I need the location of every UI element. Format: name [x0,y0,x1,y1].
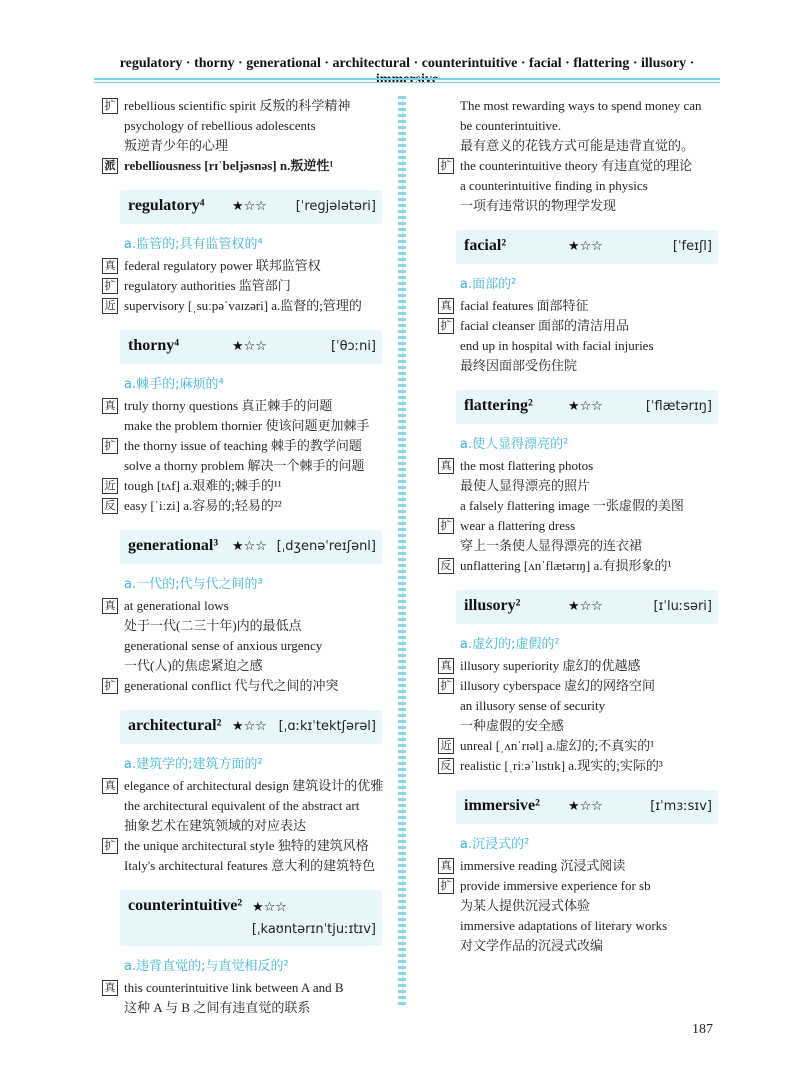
phonetic: [ˌkaʊntərɪnˈtjuːɪtɪv] [251,922,376,937]
headword: immersive² [464,797,540,814]
entry-tag: 真 [438,858,454,874]
entry-text: immersive adaptations of literary works [460,918,668,933]
entry-text: The most rewarding ways to spend money can [460,98,702,113]
entry-text: 对文学作品的沉浸式改编 [460,938,604,953]
entry-line [102,496,397,516]
entry-text: generational sense of anxious urgency [124,638,323,653]
entry-line [438,716,733,736]
header-rule-thin [94,82,720,83]
entry-line [102,456,397,476]
entry-text: 为某人提供沉浸式体验 [460,898,591,913]
headword-card [120,890,382,946]
headword-card [456,390,718,424]
entry-text: 一代(人)的焦虑紧迫之感 [124,658,263,673]
left-column [102,96,397,1018]
entry-tag: 扩 [102,678,118,694]
phonetic: [ɪˈmɜːsɪv] [650,799,712,814]
entry-text: 抽象艺术在建筑领域的对应表达 [124,818,307,833]
entry-text: 这种 A 与 B 之间有违直觉的联系 [124,1000,311,1015]
headword-card [120,330,382,364]
entry-tag: 近 [102,298,118,314]
entry-line [102,436,397,456]
entry-text: the thorny issue of teaching 棘手的教学问题 [124,438,362,453]
entry-text: illusory cyberspace 虚幻的网络空间 [460,678,655,693]
headword: architectural² [128,717,222,734]
entry-text: immersive reading 沉浸式阅读 [460,858,626,873]
entry-text: the most flattering photos [460,458,594,473]
entry-line [102,856,397,876]
entry-line [102,256,397,276]
entry-text: 穿上一条使人显得漂亮的连衣裙 [460,538,643,553]
phonetic: [ˌdʒenəˈreɪʃənl] [276,539,376,554]
entry-line [438,176,733,196]
entry-line [102,156,397,176]
entry-line [438,476,733,496]
frequency-stars: ★☆☆ [568,239,603,254]
phonetic: [ˌɑːkɪˈtektʃərəl] [278,719,376,734]
part-of-speech-definition: a.违背直觉的;与直觉相反的² [124,959,289,974]
entry-tag: 近 [438,738,454,754]
phonetic: [ˈfeɪʃl] [672,239,712,254]
part-of-speech-definition: a.一代的;代与代之间的³ [124,577,263,592]
entry-line [438,96,733,116]
entry-text: be counterintuitive. [460,118,562,133]
phonetic: [ˈθɔːni] [330,339,376,354]
part-of-speech-definition: a.监管的;具有监管权的⁴ [124,237,263,252]
entry-line [438,756,733,776]
part-of-speech-definition: a.面部的² [460,277,517,292]
entry-tag: 真 [102,598,118,614]
entry-line [438,876,733,896]
entry-text: tough [tʌf] a.艰难的;棘手的¹¹ [124,478,282,493]
running-header [94,56,720,80]
frequency-stars: ★☆☆ [568,599,603,614]
entry-tag: 扩 [438,878,454,894]
phonetic: [ɪˈluːsəri] [653,599,712,614]
part-of-speech-definition: a.使人显得漂亮的² [460,437,569,452]
entry-text: this counterintuitive link between A and B [124,980,344,995]
entry-line [102,296,397,316]
right-column [438,96,733,956]
entry-text: regulatory authorities 监管部门 [124,278,291,293]
frequency-stars: ★☆☆ [252,900,287,915]
entry-line [102,276,397,296]
entry-line [438,456,733,476]
headword-card [456,790,718,824]
entry-tag: 扩 [438,318,454,334]
entry-line [438,536,733,556]
frequency-stars: ★☆☆ [568,399,603,414]
entry-text: generational conflict 代与代之间的冲突 [124,678,339,693]
part-of-speech-definition: a.建筑学的;建筑方面的² [124,757,263,772]
entry-text: provide immersive experience for sb [460,878,651,893]
header-rule [94,78,720,80]
headword-card [120,710,382,744]
entry-text: 最有意义的花钱方式可能是违背直觉的。 [460,138,695,153]
entry-text: illusory superiority 虚幻的优越感 [460,658,641,673]
entry-text: rebellious scientific spirit 反叛的科学精神 [124,98,351,113]
entry-text: psychology of rebellious adolescents [124,118,316,133]
entry-line [438,156,733,176]
entry-line [438,696,733,716]
entry-tag: 真 [438,458,454,474]
entry-line [438,936,733,956]
frequency-stars: ★☆☆ [232,199,267,214]
frequency-stars: ★☆☆ [232,719,267,734]
entry-line [438,516,733,536]
entry-text: rebelliousness [rɪˈbeljəsnəs] n.叛逆性¹ [124,158,334,173]
entry-line [102,656,397,676]
phonetic: [ˈflætərɪŋ] [645,399,712,414]
entry-tag: 扩 [102,98,118,114]
entry-tag: 扩 [102,438,118,454]
entry-text: the unique architectural style 独特的建筑风格 [124,838,369,853]
entry-line [102,476,397,496]
entry-tag: 扩 [438,678,454,694]
entry-line [438,496,733,516]
entry-line [102,116,397,136]
entry-line [438,916,733,936]
entry-line [102,776,397,796]
entry-line [102,816,397,836]
entry-line [438,136,733,156]
entry-line [102,596,397,616]
entry-line [102,796,397,816]
entry-text: 一种虚假的安全感 [460,718,565,733]
entry-line [102,396,397,416]
entry-line [102,96,397,116]
column-divider [398,96,406,1006]
entry-tag: 真 [102,980,118,996]
entry-text: elegance of architectural design 建筑设计的优雅 [124,778,384,793]
entry-text: realistic [ˌriːəˈlɪstɪk] a.现实的;实际的³ [460,758,663,773]
entry-line [438,196,733,216]
entry-line [102,978,397,998]
entry-tag: 真 [438,298,454,314]
entry-line [438,556,733,576]
entry-line [438,676,733,696]
entry-text: end up in hospital with facial injuries [460,338,654,353]
entry-tag: 扩 [102,838,118,854]
entry-line [102,676,397,696]
entry-text: wear a flattering dress [460,518,576,533]
headword: regulatory⁴ [128,197,205,214]
entry-line [438,356,733,376]
header-text: regulatory · thorny · generational · architectural · counterintuitive · facial · flattering · illusory · [119,56,695,71]
entry-tag: 反 [102,498,118,514]
entry-text: the architectural equivalent of the abstract art [124,798,360,813]
part-of-speech-definition: a.虚幻的;虚假的² [460,637,560,652]
entry-text: 一项有违常识的物理学发现 [460,198,617,213]
entry-text: a falsely flattering image 一张虚假的美图 [460,498,684,513]
entry-tag: 真 [102,258,118,274]
entry-text: at generational lows [124,598,229,613]
headword-card [456,230,718,264]
entry-line [438,856,733,876]
headword-card [120,530,382,564]
entry-tag: 反 [438,558,454,574]
part-of-speech-definition: a.沉浸式的² [460,837,530,852]
entry-line [102,636,397,656]
entry-tag: 反 [438,758,454,774]
headword: illusory² [464,597,521,614]
entry-line [102,616,397,636]
entry-line [102,836,397,856]
entry-text: solve a thorny problem 解决一个棘手的问题 [124,458,365,473]
entry-text: 最使人显得漂亮的照片 [460,478,591,493]
entry-line [438,296,733,316]
entry-text: unflattering [ʌnˈflætərɪŋ] a.有损形象的¹ [460,558,672,573]
entry-tag: 派 [102,158,118,174]
phonetic: [ˈreɡjələtəri] [295,199,376,214]
frequency-stars: ★☆☆ [568,799,603,814]
entry-line [438,896,733,916]
entry-text: 最终因面部受伤住院 [460,358,578,373]
frequency-stars: ★☆☆ [232,339,267,354]
entry-text: Italy's architectural features 意大利的建筑特色 [124,858,376,873]
entry-text: make the problem thornier 使该问题更加棘手 [124,418,370,433]
headword-card [120,190,382,224]
entry-text: truly thorny questions 真正棘手的问题 [124,398,333,413]
entry-tag: 扩 [438,518,454,534]
entry-line [438,736,733,756]
entry-text: 叛逆青少年的心理 [124,138,229,153]
entry-tag: 真 [438,658,454,674]
entry-line [102,136,397,156]
entry-line [438,116,733,136]
headword: counterintuitive² [128,897,243,914]
entry-text: unreal [ˌʌnˈrɪəl] a.虚幻的;不真实的¹ [460,738,655,753]
entry-tag: 真 [102,778,118,794]
entry-text: 处于一代(二三十年)内的最低点 [124,618,302,633]
entry-text: easy [ˈiːzi] a.容易的;轻易的²² [124,498,282,513]
frequency-stars: ★☆☆ [232,539,267,554]
entry-text: federal regulatory power 联邦监管权 [124,258,321,273]
entry-line [102,416,397,436]
entry-tag: 扩 [438,158,454,174]
entry-tag: 近 [102,478,118,494]
part-of-speech-definition: a.棘手的;麻烦的⁴ [124,377,224,392]
entry-text: the counterintuitive theory 有违直觉的理论 [460,158,693,173]
headword: generational³ [128,537,219,554]
entry-text: facial cleanser 面部的清洁用品 [460,318,629,333]
headword: facial² [464,237,507,254]
entry-tag: 扩 [102,278,118,294]
headword: thorny⁴ [128,337,180,354]
entry-tag: 真 [102,398,118,414]
headword: flattering² [464,397,533,414]
entry-text: an illusory sense of security [460,698,606,713]
entry-text: facial features 面部特征 [460,298,589,313]
page-number: 187 [692,1022,713,1037]
entry-line [438,316,733,336]
entry-text: supervisory [ˌsuːpəˈvaɪzəri] a.监督的;管理的 [124,298,362,313]
entry-line [102,998,397,1018]
entry-line [438,656,733,676]
entry-text: a counterintuitive finding in physics [460,178,648,193]
headword-card [456,590,718,624]
entry-line [438,336,733,356]
